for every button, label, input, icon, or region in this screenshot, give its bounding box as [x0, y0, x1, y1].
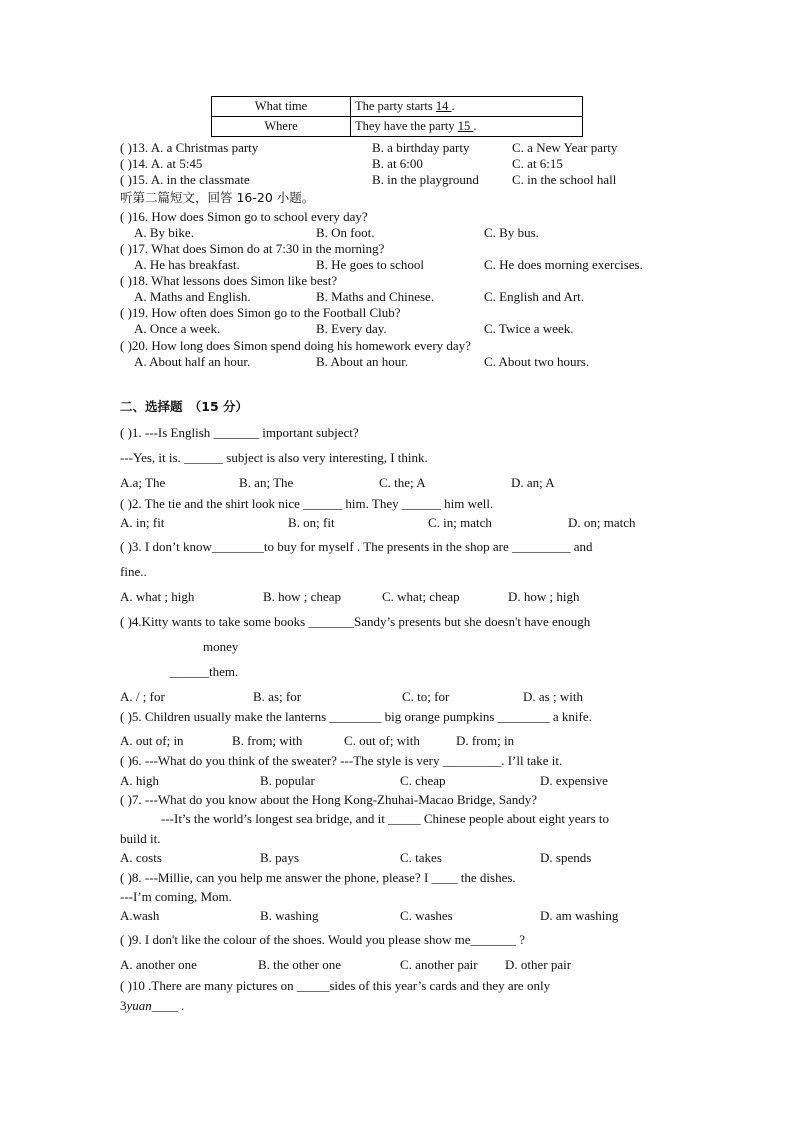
- s2-q8-option-c: C. washes: [400, 908, 453, 923]
- s2-q4-option-c: C. to; for: [402, 689, 450, 704]
- s2-q1-option-d: D. an; A: [511, 475, 555, 490]
- s2-q6-option-a: A. high: [120, 773, 159, 788]
- q18-option-b: B. Maths and Chinese.: [316, 289, 435, 304]
- table-cell-text: The party starts 14 .: [351, 97, 583, 117]
- table-cell-label: Where: [212, 117, 351, 137]
- s2-q5-option-b: B. from; with: [232, 733, 303, 748]
- info-table: [211, 96, 583, 137]
- s2-q9-option-a: A. another one: [120, 957, 197, 972]
- q14-option-b: B. at 6:00: [372, 156, 423, 171]
- s2-q7-reply: ---It’s the world’s longest sea bridge, and it _____ Chinese people about eight years to: [161, 811, 610, 826]
- s2-q1-option-c: C. the; A: [379, 475, 426, 490]
- s2-q7-continuation: build it.: [120, 831, 161, 846]
- s2-q6-option-d: D. expensive: [540, 773, 608, 788]
- s2-q5-option-a: A. out of; in: [120, 733, 184, 748]
- q16-option-c: C. By bus.: [484, 225, 539, 240]
- s2-q7-stem: ( )7. ---What do you know about the Hong Kong-Zhuhai-Macao Bridge, Sandy?: [120, 792, 537, 807]
- s2-q1-stem: ( )1. ---Is English _______ important subject?: [120, 425, 359, 440]
- s2-q2-option-d: D. on; match: [568, 515, 636, 530]
- s2-q8-stem: ( )8. ---Millie, can you help me answer the phone, please? I ____ the dishes.: [120, 870, 516, 885]
- q20-stem: ( )20. How long does Simon spend doing his homework every day?: [120, 338, 471, 353]
- s2-q10-stem: ( )10 .There are many pictures on _____sides of this year’s cards and they are only: [120, 978, 551, 993]
- s2-q8-reply: ---I’m coming, Mom.: [120, 889, 232, 904]
- s2-q5-stem: ( )5. Children usually make the lanterns ________ big orange pumpkins ________ a knife.: [120, 709, 592, 724]
- q20-option-b: B. About an hour.: [316, 354, 409, 369]
- s2-q9-option-c: C. another pair: [400, 957, 478, 972]
- q13-option-c: C. a New Year party: [512, 140, 618, 155]
- s2-q7-option-c: C. takes: [400, 850, 442, 865]
- section-title: 二、选择题 （15 分）: [120, 399, 248, 414]
- s2-q4-continuation-2: ______them.: [170, 664, 239, 679]
- q19-option-b: B. Every day.: [316, 321, 387, 336]
- q16-option-a: A. By bike.: [134, 225, 194, 240]
- q19-option-a: A. Once a week.: [134, 321, 221, 336]
- q19-stem: ( )19. How often does Simon go to the Football Club?: [120, 305, 401, 320]
- q18-option-c: C. English and Art.: [484, 289, 585, 304]
- s2-q3-option-c: C. what; cheap: [382, 589, 460, 604]
- s2-q8-option-b: B. washing: [260, 908, 319, 923]
- q20-option-c: C. About two hours.: [484, 354, 590, 369]
- q17-option-b: B. He goes to school: [316, 257, 424, 272]
- q18-stem: ( )18. What lessons does Simon like best?: [120, 273, 338, 288]
- passage2-instruction: 听第二篇短文，回答 16-20 小题。: [120, 190, 315, 205]
- s2-q6-stem: ( )6. ---What do you think of the sweater? ---The style is very _________. I’ll take it.: [120, 753, 563, 768]
- s2-q9-option-d: D. other pair: [505, 957, 572, 972]
- s2-q6-option-c: C. cheap: [400, 773, 446, 788]
- s2-q3-option-b: B. how ; cheap: [263, 589, 341, 604]
- s2-q1-option-a: A.a; The: [120, 475, 166, 490]
- s2-q3-option-d: D. how ; high: [508, 589, 580, 604]
- s2-q9-option-b: B. the other one: [258, 957, 342, 972]
- q15-option-b: B. in the playground: [372, 172, 479, 187]
- q15-option-c: C. in the school hall: [512, 172, 617, 187]
- q17-stem: ( )17. What does Simon do at 7:30 in the morning?: [120, 241, 385, 256]
- s2-q7-option-d: D. spends: [540, 850, 592, 865]
- q18-option-a: A. Maths and English.: [134, 289, 251, 304]
- table-cell-label: What time: [212, 97, 351, 117]
- q15-stem: ( )15. A. in the classmate: [120, 172, 250, 187]
- s2-q1-option-b: B. an; The: [239, 475, 294, 490]
- s2-q2-option-b: B. on; fit: [288, 515, 335, 530]
- s2-q2-option-c: C. in; match: [428, 515, 492, 530]
- s2-q3-continuation: fine..: [120, 564, 147, 579]
- q16-option-b: B. On foot.: [316, 225, 375, 240]
- table-cell-text: They have the party 15 .: [351, 117, 583, 137]
- s2-q4-continuation-1: money: [203, 639, 239, 654]
- q17-option-c: C. He does morning exercises.: [484, 257, 643, 272]
- s2-q5-option-d: D. from; in: [456, 733, 515, 748]
- s2-q4-option-a: A. / ; for: [120, 689, 165, 704]
- s2-q2-stem: ( )2. The tie and the shirt look nice ______ him. They ______ him well.: [120, 496, 494, 511]
- table-row: [212, 117, 583, 137]
- s2-q7-option-b: B. pays: [260, 850, 299, 865]
- s2-q10-continuation: 3yuan____ .: [120, 998, 185, 1013]
- s2-q7-option-a: A. costs: [120, 850, 162, 865]
- s2-q4-option-d: D. as ; with: [523, 689, 583, 704]
- q16-stem: ( )16. How does Simon go to school every day?: [120, 209, 368, 224]
- s2-q8-option-d: D. am washing: [540, 908, 619, 923]
- s2-q9-stem: ( )9. I don't like the colour of the shoes. Would you please show me_______ ?: [120, 932, 526, 947]
- q13-option-b: B. a birthday party: [372, 140, 470, 155]
- q19-option-c: C. Twice a week.: [484, 321, 574, 336]
- s2-q8-option-a: A.wash: [120, 908, 160, 923]
- s2-q4-stem: ( )4.Kitty wants to take some books _______Sandy’s presents but she doesn't have enough: [120, 614, 591, 629]
- q20-option-a: A. About half an hour.: [134, 354, 251, 369]
- s2-q3-option-a: A. what ; high: [120, 589, 195, 604]
- s2-q4-option-b: B. as; for: [253, 689, 302, 704]
- s2-q2-option-a: A. in; fit: [120, 515, 165, 530]
- s2-q1-reply: ---Yes, it is. ______ subject is also very interesting, I think.: [120, 450, 428, 465]
- s2-q5-option-c: C. out of; with: [344, 733, 420, 748]
- q17-option-a: A. He has breakfast.: [134, 257, 240, 272]
- s2-q3-stem: ( )3. I don’t know________to buy for myself . The presents in the shop are _________ and: [120, 539, 593, 554]
- q14-option-c: C. at 6:15: [512, 156, 563, 171]
- q13-stem: ( )13. A. a Christmas party: [120, 140, 259, 155]
- s2-q6-option-b: B. popular: [260, 773, 315, 788]
- table-row: [212, 97, 583, 117]
- q14-stem: ( )14. A. at 5:45: [120, 156, 203, 171]
